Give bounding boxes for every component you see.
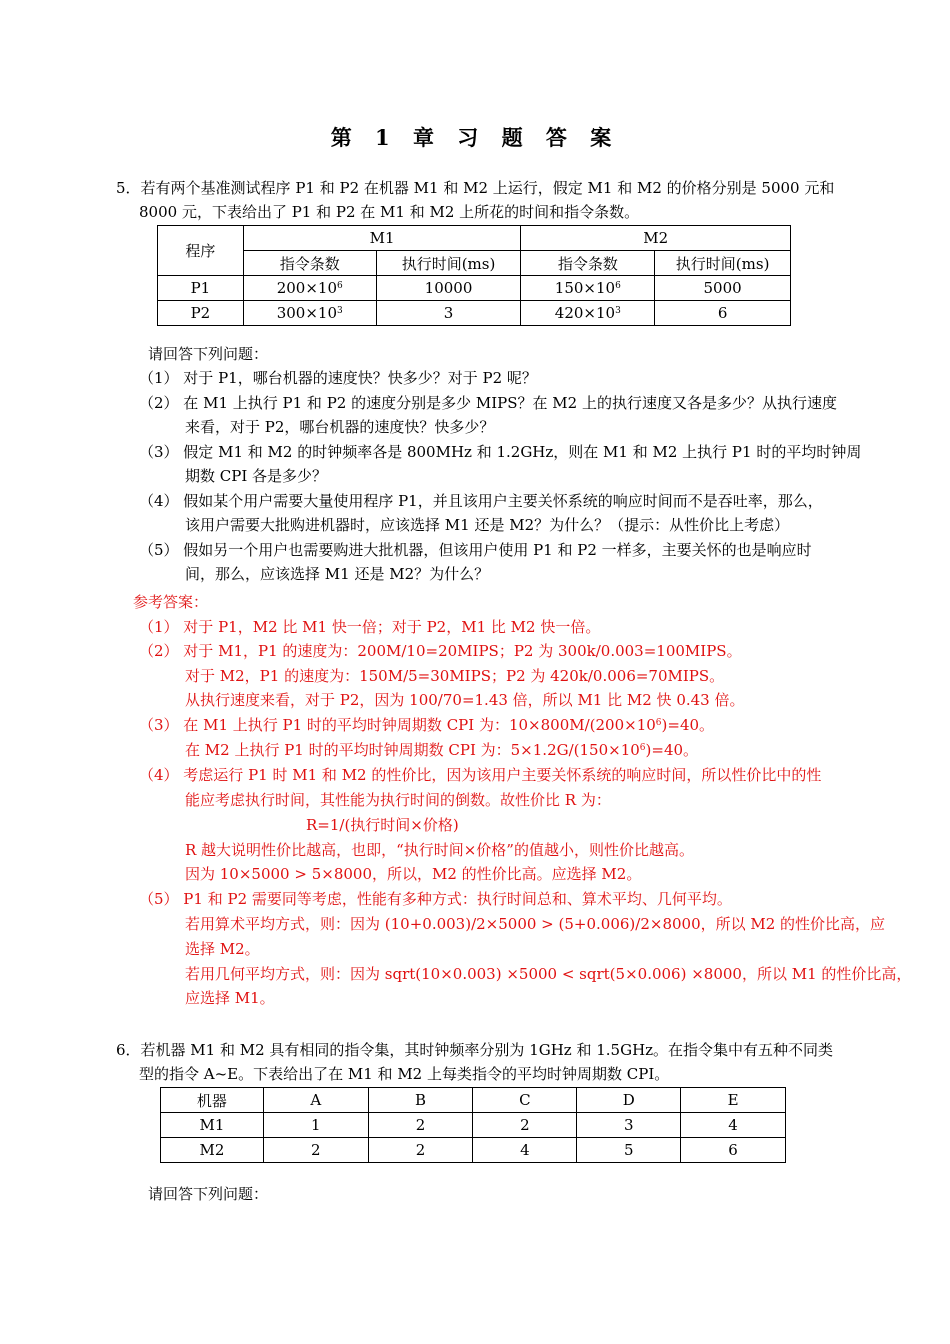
answer-3-line-1: （3） 在 M1 上执行 P1 时的平均时钟周期数 CPI 为：$10\times 800M/(200\times 10^6)=40$。 [139, 716, 715, 734]
table-cell: 2 [473, 1113, 577, 1138]
q5-question-2: （2） 在 M1 上执行 P1 和 P2 的速度分别是多少 MIPS？在 M2 上的执行速度又各是多少？从执行速度 [139, 394, 837, 412]
table-header-m1-time: 执行时间(ms) [376, 251, 521, 276]
table-cell: M1 [161, 1113, 264, 1138]
table-row [158, 301, 791, 326]
answer-5-line-5: 应选择 M1。 [185, 989, 275, 1007]
table-header-cell: C [473, 1088, 577, 1113]
q5-question-1: （1） 对于 P1，哪台机器的速度快？快多少？对于 P2 呢？ [139, 369, 537, 387]
answer-3-line-2: 在 M2 上执行 P1 时的平均时钟周期数 CPI 为：$5\times 1.2G/(150\times 10^6)=40$。 [185, 741, 699, 759]
table-cell: 4 [681, 1113, 786, 1138]
answer-5-line-3: 选择 M2。 [185, 940, 260, 958]
table-header-m2-time: 执行时间(ms) [655, 251, 791, 276]
table-row [158, 276, 791, 301]
answer-1: （1） 对于 P1，M2 比 M1 快一倍；对于 P2，M1 比 M2 快一倍。 [139, 618, 601, 636]
table-cell: 2 [368, 1138, 473, 1163]
q5-intro-line-2: 8000 元，下表给出了 P1 和 P2 在 M1 和 M2 上所花的时间和指令条数。 [139, 203, 640, 221]
q5-question-4: （4） 假如某个用户需要大量使用程序 P1，并且该用户主要关怀系统的响应时间而不是吞吐率，那么， [139, 492, 823, 510]
table-row [161, 1113, 786, 1138]
table-cell: P1 [158, 276, 244, 301]
table-header-program: 程序 [158, 226, 244, 276]
table-cell: 5 [577, 1138, 681, 1163]
table-cell: $150\times 10^6$ [521, 276, 655, 301]
q5-question-5-cont: 间，那么，应该选择 M1 还是 M2？为什么？ [185, 565, 490, 583]
table-header-cell: D [577, 1088, 681, 1113]
table-cell: 2 [263, 1138, 368, 1163]
q5-ask: 请回答下列问题： [148, 345, 269, 363]
answer-4-line-1: （4） 考虑运行 P1 时 M1 和 M2 的性价比，因为该用户主要关怀系统的响应时间，所以性价比中的性 [139, 766, 822, 784]
table-cell: 2 [368, 1113, 473, 1138]
q5-question-3: （3） 假定 M1 和 M2 的时钟频率各是 800MHz 和 1.2GHz，则在 M1 和 M2 上执行 P1 时的平均时钟周 [139, 443, 862, 461]
table-cell: $300\times 10^3$ [243, 301, 376, 326]
answer-5-line-2: 若用算术平均方式，则：因为 (10+0.003)/2×5000 > (5+0.006)/2×8000，所以 M2 的性价比高，应 [185, 915, 886, 933]
answer-4-line-2: 能应考虑执行时间，其性能为执行时间的倒数。故性价比 R 为： [185, 791, 611, 809]
table-cell: 3 [376, 301, 521, 326]
q5-data-table [157, 225, 791, 326]
q6-ask: 请回答下列问题： [148, 1185, 269, 1203]
table-cell: 3 [577, 1113, 681, 1138]
table-header-cell: B [368, 1088, 473, 1113]
table-cell: 10000 [376, 276, 521, 301]
answer-4-formula: R=1/(执行时间×价格) [306, 816, 459, 834]
q5-question-5: （5） 假如另一个用户也需要购进大批机器，但该用户使用 P1 和 P2 一样多，主要关怀的也是响应时 [139, 541, 812, 559]
table-header-m2-instr: 指令条数 [521, 251, 655, 276]
q5-question-3-cont: 期数 CPI 各是多少？ [185, 467, 328, 485]
answer-2-line-1: （2） 对于 M1，P1 的速度为：200M/10=20MIPS；P2 为 300k/0.003=100MIPS。 [139, 642, 742, 660]
page-title: 第 1 章 习 题 答 案 [330, 125, 620, 150]
table-cell: 5000 [655, 276, 791, 301]
answer-5-line-1: （5） P1 和 P2 需要同等考虑，性能有多种方式：执行时间总和、算术平均、几何平均。 [139, 890, 732, 908]
q5-question-2-cont: 来看，对于 P2，哪台机器的速度快？快多少？ [185, 418, 495, 436]
q5-intro-line-1: 5．若有两个基准测试程序 P1 和 P2 在机器 M1 和 M2 上运行，假定 M1 和 M2 的价格分别是 5000 元和 [116, 179, 835, 197]
table-header-m1-instr: 指令条数 [243, 251, 376, 276]
answer-2-line-2: 对于 M2，P1 的速度为：150M/5=30MIPS；P2 为 420k/0.006=70MIPS。 [185, 667, 725, 685]
answer-4-line-4: R 越大说明性价比越高，也即，“执行时间×价格”的值越小，则性价比越高。 [185, 841, 694, 859]
table-cell: 6 [655, 301, 791, 326]
answer-label: 参考答案： [133, 593, 209, 611]
answer-5-line-4: 若用几何平均方式，则：因为 sqrt(10×0.003) ×5000 < sqrt(5×0.006) ×8000，所以 M1 的性价比高， [185, 965, 912, 983]
table-cell: 6 [681, 1138, 786, 1163]
table-row [161, 1138, 786, 1163]
table-cell: M2 [161, 1138, 264, 1163]
answer-4-line-5: 因为 10×5000 > 5×8000，所以，M2 的性价比高。应选择 M2。 [185, 865, 642, 883]
q5-question-4-cont: 该用户需要大批购进机器时，应该选择 M1 还是 M2？为什么？（提示：从性价比上考虑） [185, 516, 790, 534]
answer-2-line-3: 从执行速度来看，对于 P2，因为 100/70=1.43 倍，所以 M1 比 M2 快 0.43 倍。 [185, 691, 745, 709]
table-cell: 1 [263, 1113, 368, 1138]
table-cell: 4 [473, 1138, 577, 1163]
table-cell: $420\times 10^3$ [521, 301, 655, 326]
table-header-cell: E [681, 1088, 786, 1113]
q6-intro-line-2: 型的指令 A~E。下表给出了在 M1 和 M2 上每类指令的平均时钟周期数 CPI。 [139, 1065, 670, 1083]
table-cell: $200\times 10^6$ [243, 276, 376, 301]
q6-intro-line-1: 6．若机器 M1 和 M2 具有相同的指令集，其时钟频率分别为 1GHz 和 1.5GHz。在指令集中有五种不同类 [116, 1041, 834, 1059]
table-header-m2: M2 [521, 226, 791, 251]
table-header-cell: 机器 [161, 1088, 264, 1113]
q6-cpi-table [160, 1087, 786, 1163]
table-cell: P2 [158, 301, 244, 326]
table-header-m1: M1 [243, 226, 521, 251]
table-header-cell: A [263, 1088, 368, 1113]
table-header-row [161, 1088, 786, 1113]
